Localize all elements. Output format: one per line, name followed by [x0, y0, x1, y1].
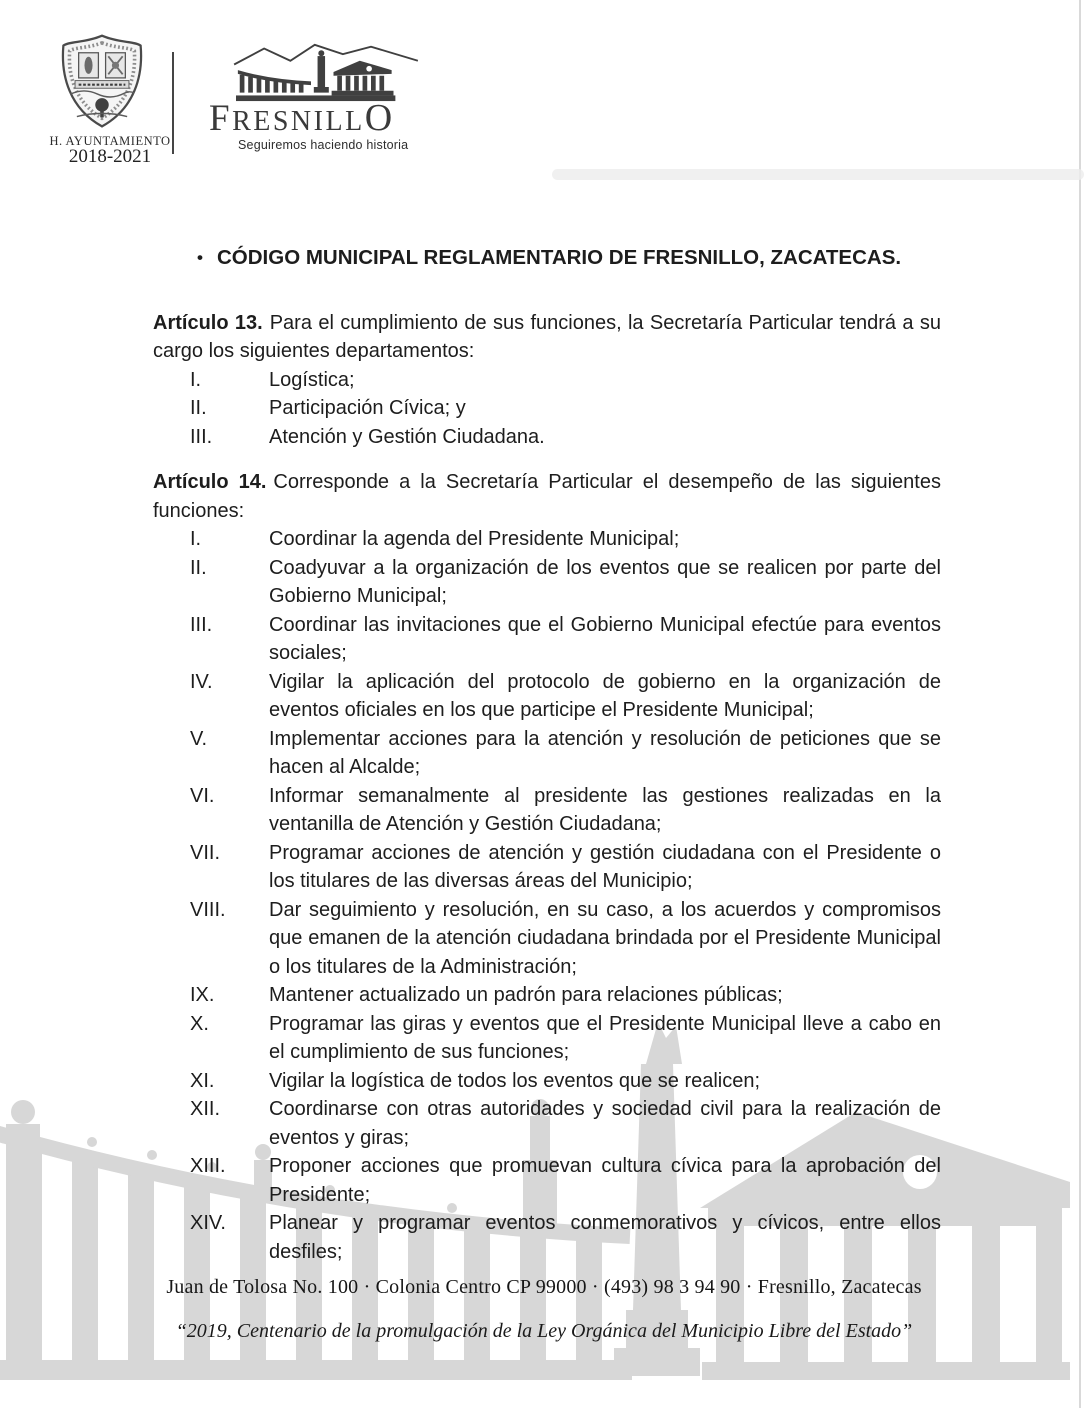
item-numeral: XII. [190, 1098, 221, 1120]
item-text: Informar semanalmente al presidente las gestiones realizadas en la ventanilla de Atención y Gestión Ciudadana; [269, 784, 941, 835]
article-14-intro-text: Corresponde a la Secretaría Particular el desempeño de las siguientes funciones: [153, 471, 941, 522]
seal-institution-label: H. AYUNTAMIENTO [49, 134, 171, 148]
brand-tagline: Seguiremos haciendo historia [238, 138, 409, 152]
seal-years-label: 2018-2021 [68, 146, 152, 167]
list-item [153, 896, 941, 982]
item-numeral: II. [190, 397, 207, 419]
article-13 [153, 309, 941, 452]
article-14-items [153, 525, 941, 1266]
article-13-intro [153, 309, 941, 366]
item-numeral: IV. [190, 670, 213, 693]
article-13-items [153, 366, 941, 452]
item-text: Programar acciones de atención y gestión ciudadana con el Presidente o los titulares de las diversas áreas del Municipio; [269, 841, 941, 892]
article-13-intro-text: Para el cumplimiento de sus funciones, la Secretaría Particular tendrá a su cargo los siguientes departamentos: [153, 311, 941, 362]
brand-body: RESNILL [232, 106, 365, 137]
item-numeral: VII. [190, 841, 221, 864]
list-item [153, 525, 941, 554]
list-item [153, 1209, 941, 1266]
item-text: Implementar acciones para la atención y resolución de peticiones que se hacen al Alcalde; [269, 727, 941, 778]
article-14 [153, 468, 941, 1266]
list-item [153, 981, 941, 1010]
item-numeral: V. [190, 727, 208, 750]
footer-motto: “2019, Centenario de la promulgación de la Ley Orgánica del Municipio Libre del Estado” [175, 1320, 913, 1342]
item-numeral: XI. [190, 1069, 215, 1092]
item-text: Proponer acciones que promuevan cultura cívica para la aprobación del Presidente; [269, 1155, 941, 1206]
fresnillo-monument-logo-icon [228, 42, 424, 102]
item-text: Vigilar la logística de todos los eventos que se realicen; [269, 1069, 761, 1092]
document-body [153, 244, 941, 1266]
title-bullet: • [197, 248, 203, 267]
header-divider [172, 52, 174, 154]
item-text: Mantener actualizado un padrón para relaciones públicas; [269, 984, 783, 1006]
article-14-intro [153, 468, 941, 525]
item-text: Participación Cívica; y [269, 397, 466, 419]
item-text: Dar seguimiento y resolución, en su caso, a los acuerdos y compromisos que emanen de la atención ciudadana brindada por el Presidente Municipal o los titulares de la Administración; [269, 898, 941, 978]
list-item [153, 725, 941, 782]
item-text: Logística; [269, 368, 355, 391]
article-13-heading: Artículo 13. [153, 311, 263, 334]
coat-of-arms-icon [56, 33, 148, 130]
document-title-text: CÓDIGO MUNICIPAL REGLAMENTARIO DE FRESNILLO, ZACATECAS. [217, 246, 902, 269]
list-item [153, 1152, 941, 1209]
item-text: Vigilar la aplicación del protocolo de gobierno en la organización de eventos oficiales en los que participe el Presidente Municipal; [269, 670, 941, 721]
item-numeral: I. [190, 368, 202, 391]
brand-final: O [364, 97, 395, 139]
list-item [153, 554, 941, 611]
item-numeral: III. [190, 425, 213, 448]
item-numeral: X. [190, 1012, 209, 1035]
item-text: Coordinar la agenda del Presidente Municipal; [269, 528, 680, 550]
item-text: Coordinarse con otras autoridades y sociedad civil para la realización de eventos y giras; [269, 1098, 941, 1149]
item-text: Coordinar las invitaciones que el Gobierno Municipal efectúe para eventos sociales; [269, 613, 941, 664]
list-item [153, 1010, 941, 1067]
item-numeral: III. [190, 613, 213, 636]
document-title [197, 244, 941, 273]
scan-streak-artifact [552, 169, 1084, 180]
list-item [153, 394, 941, 423]
item-numeral: XIV. [190, 1212, 226, 1234]
item-text: Programar las giras y eventos que el Presidente Municipal lleve a cabo en el cumplimiento de sus funciones; [269, 1012, 941, 1063]
item-numeral: XIII. [190, 1155, 226, 1177]
article-14-heading: Artículo 14. [153, 471, 267, 493]
item-numeral: VI. [190, 784, 215, 807]
list-item [153, 1095, 941, 1152]
list-item [153, 839, 941, 896]
list-item [153, 423, 941, 452]
item-numeral: VIII. [190, 898, 226, 921]
item-text: Coadyuvar a la organización de los eventos que se realicen por parte del Gobierno Municipal; [269, 556, 941, 607]
item-numeral: IX. [190, 984, 215, 1006]
list-item [153, 611, 941, 668]
list-item [153, 668, 941, 725]
item-numeral: I. [190, 528, 202, 550]
brand-initial: F [209, 98, 233, 139]
item-text: Planear y programar eventos conmemorativos y cívicos, entre ellos desfiles; [269, 1212, 941, 1263]
list-item [153, 1067, 941, 1096]
footer-address: Juan de Tolosa No. 100 · Colonia Centro CP 99000 · (493) 98 3 94 90 · Fresnillo, Zacatecas [166, 1276, 922, 1298]
item-numeral: II. [190, 556, 207, 579]
list-item [153, 782, 941, 839]
list-item [153, 366, 941, 395]
item-text: Atención y Gestión Ciudadana. [269, 425, 545, 448]
